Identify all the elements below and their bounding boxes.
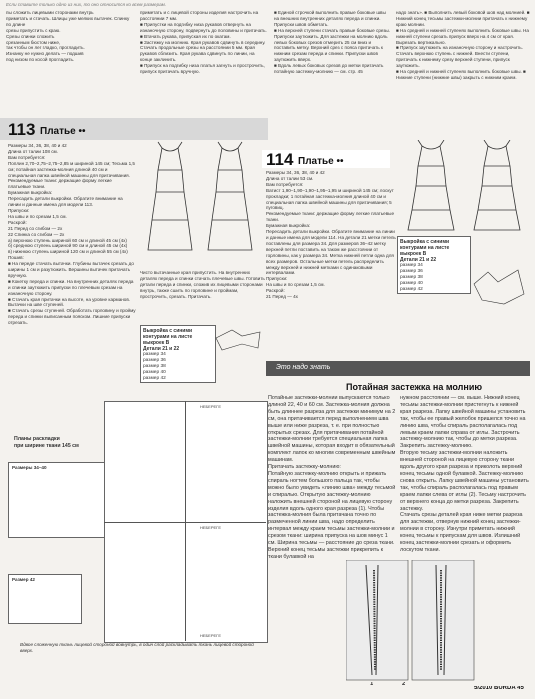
layout-label-top: НЕБЕРЕГЕ: [200, 404, 222, 409]
top-text-col4: надо знать». ■ Выполнить левый боковой шов над молнией. ■ Нижний конец тесьмы застежки-молнии притачать к нижнему краю молнии. ■ На средней и нижней ступенях выполнить боковые швы. На нижней ступени срезать припуск вверх на 4 см от края. Вырезать вертикально. ■ Припуск заутюжить на изнаночную сторону и настрочить. Стачать верхнюю ступень с нижней. Внести ступени, притачать к нижнему срезу верхней ступени, припуск заутюжить. ■ На средней и нижней ступенях выполнить боковые швы. ■ Нижние ступени (нижние швы) закрыть с нижним краем.: [396, 10, 530, 80]
model-114-text: Размеры 34, 36, 38, 40 и 42 Длина от талии 53 см. Вам потребуется: Ватист 1,90–1,90–1,90–1,95–1,95 м шириной 145 см; лоскут прокладки; 1 потайная застежка-молния длиной 40 см и специальная лапка швейной машины для притачивания; 5 пуговиц. Рекомендуемые ткани: держащие форму легкие платьевые ткани. Бумажная выкройка: Пересадить детали выкройки. Обратите внимание на линии и данные имена для модели 114. На детали 21 метки петель поставлены для размера 34. Для размеров 36–42 метку верхней петли поставить на таком же расстоянии от горловины, как у размера 34. Метка нижней петли одна для всех размеров. Остальные метки петель распределить между верхней и нижней метками с одинаковыми интервалами. Припуски: На швы и по срезам 1,5 см. Раскрой: 21 Перед — 4x: [266, 170, 396, 300]
dress-113-drawing: [140, 140, 260, 265]
top-text-col3: ■ Единой строчкой выполнить правые боковые швы на внешних внутренних деталях переда и спинки. Припуски швов обметать. ■ На верхней ступени стачать правые боковые срезы. Припуски заутюжить. Для застежки на молнию вдоль левых боковых срезов отмерить 25 см вниз и поставить метку. Верхний срез с пояса притачать к нижним срезам переда и спинки. Припуски швов заутюжить вверх. ■ Вдоль левых боковых срезов до метки притачать потайную застежку-молнию — см. стр. 45: [274, 10, 391, 75]
model-114-pattern-sizes: размер 34 размер 36 размер 38 размер 40 размер 42: [400, 263, 423, 292]
figure-1-label: 1: [370, 682, 374, 687]
model-114-pattern-box: [397, 236, 471, 294]
zipper-illustrations: [346, 560, 476, 685]
layout-plan-42: [8, 574, 82, 624]
model-114-pattern-header: Выкройка с синими контурами на листе выкроек В Детали 21 и 22: [400, 239, 450, 263]
layout-footnote: Вдвое сложенную ткань лицевой стороной вовнутрь, в один слой раскладывать ткань лицевой стороной вверх.: [20, 642, 254, 653]
top-text-col2: приметать и с лицевой стороны изделия настрочить на расстоянии 7 мм. ■ Припустки на подгибку низа рукавов отвернуть на изнаночную сторону, подвернуть до половины и притачать. ■ Втачать рукава, припуская их по окатам. ■ Застежку на молнию. Края рукавов сдвинуть в середину. Стачать продольные срезы на расстоянии 5 мм. Края рукавов сблизить. Края рукава сдвинуть по линии, на конце заклинить. ■ Припуск на подгибку низа платья загнуть и прострочить, припуск притачать вручную.: [140, 10, 267, 75]
layout-plan-title: Планы раскладки при ширине ткани 145 см: [14, 436, 79, 449]
dress-114-drawing: [400, 140, 530, 235]
page-footer: 5/2010 BURDA 45: [474, 686, 524, 691]
layout-label-mid: НЕБЕРЕГЕ: [200, 525, 222, 530]
model-113-caption: Чисто вытачанные края припустить. На внутренних деталях переда и спинки стачать плечевые швы. Готовить детали переда и спинки, сложив их лицевыми сторонами внутрь, также сшить по горловине и проймам, прострочить, срезать. Притачать.: [140, 270, 265, 299]
top-text-col1: пы сложить лицевыми сторонами внутрь приметать и стачать. Шлицы уже мелких вытачек. Спинку по длине срезы припустить с краю. Срезы спинки сложить срезанным бюстом ниже, так чтобы он лег гладко, прогладить. Изнанку не нужно делать — подшив под низом по косой прогладить.: [6, 10, 130, 63]
model-114-title: Платье ••: [298, 156, 344, 167]
model-113-pattern-header: Выкройка с синими контурами на листе выкроек В Детали 21 и 22: [143, 328, 193, 352]
model-113-text: Размеры 34, 36, 38, 40 и 42 Длина от талии 108 см. Вам потребуется: Поплин 2,70–2,75–2,75–2,85 м шириной 145 см; Тесьма 1,5 см; потайная застежка-молния длиной 40 см и специальная лапка швейной машины для притачивания. Рекомендуемые ткани: держащие форму легкие платьевые ткани. Бумажная выкройка: Пересадить детали выкройки. Обратите внимание на линии и данные имена для модели 113. Припуски: На швы и по срезам 1,5 см. Раскрой: 21 Перед со сгибом — 2x 22 Спинка со сгибом — 2x а) верхнюю ступень шириной 60 см и длиной 45 см (4x) б) среднюю ступень шириной 90 см и длиной 45 см (4x) в) нижнюю ступень шириной 120 см и длиной 55 см (4x) Пошив: ■ На переде стачать вытачки. Глубины вытачек срезать до ширины 1 см и разутюжить. Вершины вытачек притачать вручную. ■ Кокетку переда и спинки. На внутренних деталях переда и спинки заутюжить припуски по плечевым срезам на изнаночную сторону. ■ Стачать края притачки на высоте, на уровне карманов. Вытачки на шве ступеней. ■ Стачать срезы ступеней. Обработать горловину и пройму переда и спинки выписанным пояском. Лишние припуски отрезать.: [8, 143, 136, 326]
know-how-label: Это надо знать: [276, 364, 331, 371]
zipper-text-col2: нужном расстоянии — см. выше. Нижний конец тесьмы застежки-молнии пристегнуть к нижней края разреза. Лапку швейной машины установить так, чтобы ее правый желобок пришелся точно на линию шва, чтобы спираль располагалась под левым краем лапки справа от иглы. Застрочить застежку-молнию так, чтобы до метки разреза. Закрепить застежку-молнию. Вторую тесьму застежки-молнии наложить внешней стороной на лицевую сторону ткани вдоль другого края разреза и приколоть верхний конец тесьмы одной булавкой. Застежку-молнию снова открыть. Лапку швейной машины установить так, чтобы спираль располагалась под правым краем лапки слева от иглы (2). Тесьму настрочить от верхнего конца до метки разреза. Закрепить застежку. Стачать срезы деталей края ниже метки разреза для застежки, отвернув нижний конец застежки-молнии в сторону. Изнутри приметать нижний конец тесьмы к припускам для швов. Излишний конец застежки-молнии срезать и оформить лоскутом ткани.: [400, 395, 529, 553]
layout-fold-vertical: [185, 401, 186, 641]
model-114-number: 114: [266, 150, 294, 169]
model-113-title: Платье ••: [40, 126, 86, 137]
layout-label-bottom: НЕБЕРЕГЕ: [200, 633, 222, 638]
zipper-text-col1: Потайные застежки-молнии выпускаются только длиной 22, 40 и 60 см. Застежка-молния должна быть длиннее разреза для застежки минимум на 2 см, она притачивается перед выполнением шва выше или ниже разреза, т. е. при полностью открытых срезах. Для притачивания потайной застежки-молнии требуется специальная лапка швейной машины, которая входит в обязательный комплект лапок ко многим современным швейным машинам. Притачать застежку-молнию: Потайную застежку-молнию открыть и прижать спираль ногтем большого пальца так, чтобы можно было увидеть «линию шва» между тесьмой и спиралью. Открытую застежку-молнию наложить внешней стороной на лицевую сторону изделия вдоль одного края разреза (1). Чтобы застежка-молния была притачана точно по размеченной линии шва, надо определить интервал между краем тесьмы застежки-молнии и срезом ткани: ширина припуска на шов минус 1 см. Ширина тесьмы — расстояние до среза ткани. Верхний конец тесьмы застежки прикрепить к ткани булавкой на: [268, 395, 396, 560]
model-113-number: 113: [8, 120, 36, 139]
figure-2-label: 2: [402, 682, 406, 687]
model-113-pattern-sizes: размер 34 размер 36 размер 38 размер 40 размер 42: [143, 352, 166, 381]
layout-plan-42-label: Размер 42: [12, 577, 35, 582]
model-114-piece-drawing: [468, 264, 530, 334]
layout-plan-small: [8, 462, 105, 538]
top-note: Если ставите только одно из них, то оно относится ко всем размерам.: [6, 2, 167, 7]
layout-plan-small-label: Размеры 34–40: [12, 465, 47, 470]
zipper-title: Потайная застежка на молнию: [346, 382, 483, 392]
model-113-piece-drawing: [212, 328, 264, 388]
model-113-pattern-box: [140, 325, 216, 383]
